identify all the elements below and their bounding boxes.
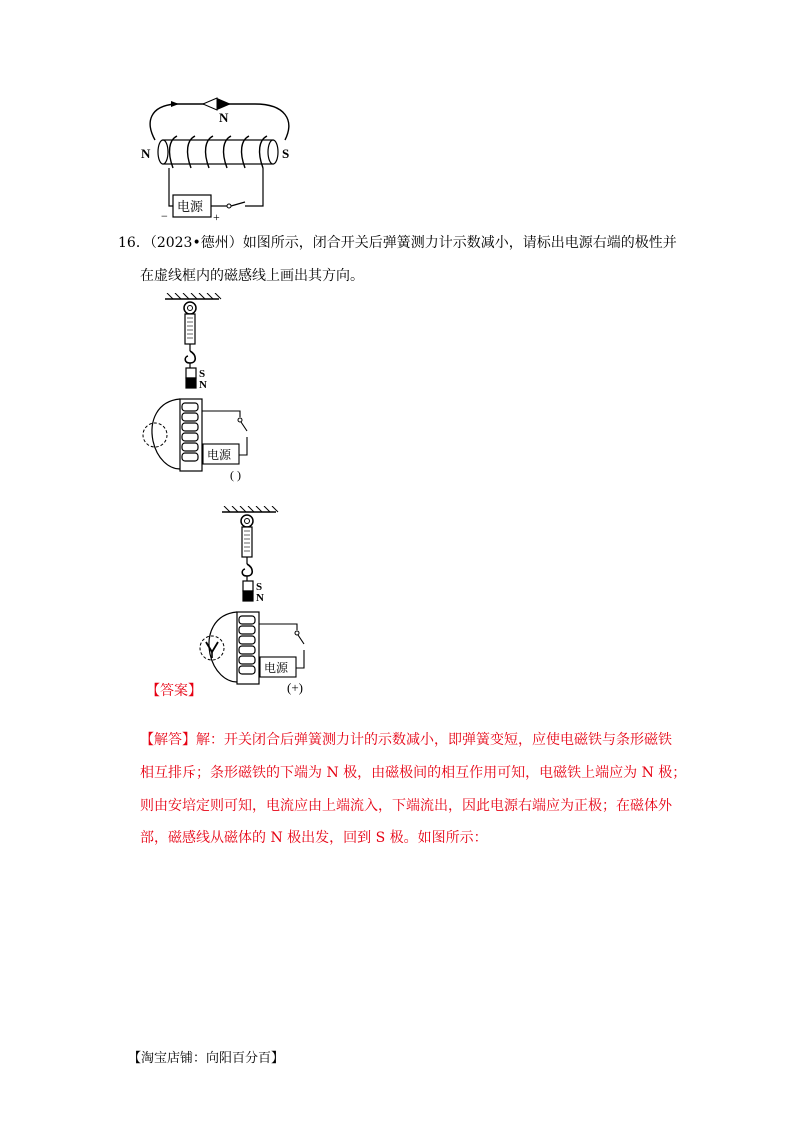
plus-label: + — [213, 210, 220, 222]
analysis-line-3: 则由安培定则可知，电流应由上端流入，下端流出，因此电源右端应为正极；在磁体外 — [140, 798, 672, 814]
power-source-label: 电源 — [177, 199, 204, 214]
footer-shop-name: 【淘宝店铺：向阳百分百】 — [128, 1051, 285, 1066]
minus-label: − — [161, 209, 168, 222]
polarity-blank: ( ) — [230, 468, 241, 482]
answer-tag: 【答案】 — [146, 683, 202, 699]
spring-scale-figure-answer — [192, 506, 332, 696]
analysis-line-2: 相互排斥；条形磁铁的下端为 N 极，由磁极间的相互作用可知，电磁铁上端应为 N 极； — [140, 765, 687, 781]
compass-n-label: N — [219, 110, 229, 125]
solenoid-left-n-label: N — [141, 146, 151, 161]
analysis-text-1: 解：开关闭合后弹簧测力计的示数减小，即弹簧变短，应使电磁铁与条形磁铁 — [196, 732, 672, 748]
solenoid-right-s-label: S — [282, 146, 290, 161]
magnet-s-label: S — [199, 368, 206, 380]
magnet-n-label: N — [256, 592, 264, 604]
polarity-answer: (+) — [287, 680, 303, 695]
power-source-label: 电源 — [207, 448, 232, 462]
analysis-line-4: 部，磁感线从磁体的 N 极出发，回到 S 极。如图所示： — [140, 830, 488, 846]
solenoid-figure — [135, 92, 305, 222]
power-source-label: 电源 — [264, 661, 289, 675]
spring-scale-figure-question — [135, 293, 275, 483]
question-line-1: 16．（2023•德州）如图所示，闭合开关后弹簧测力计示数减小，请标出电源右端的极性并 — [118, 235, 677, 251]
question-line-2: 在虚线框内的磁感线上画出其方向。 — [140, 268, 364, 284]
analysis-line-1 — [140, 730, 672, 750]
magnet-s-label: S — [256, 581, 263, 593]
analysis-tag: 【解答】 — [140, 732, 196, 748]
magnet-n-label: N — [199, 379, 207, 391]
